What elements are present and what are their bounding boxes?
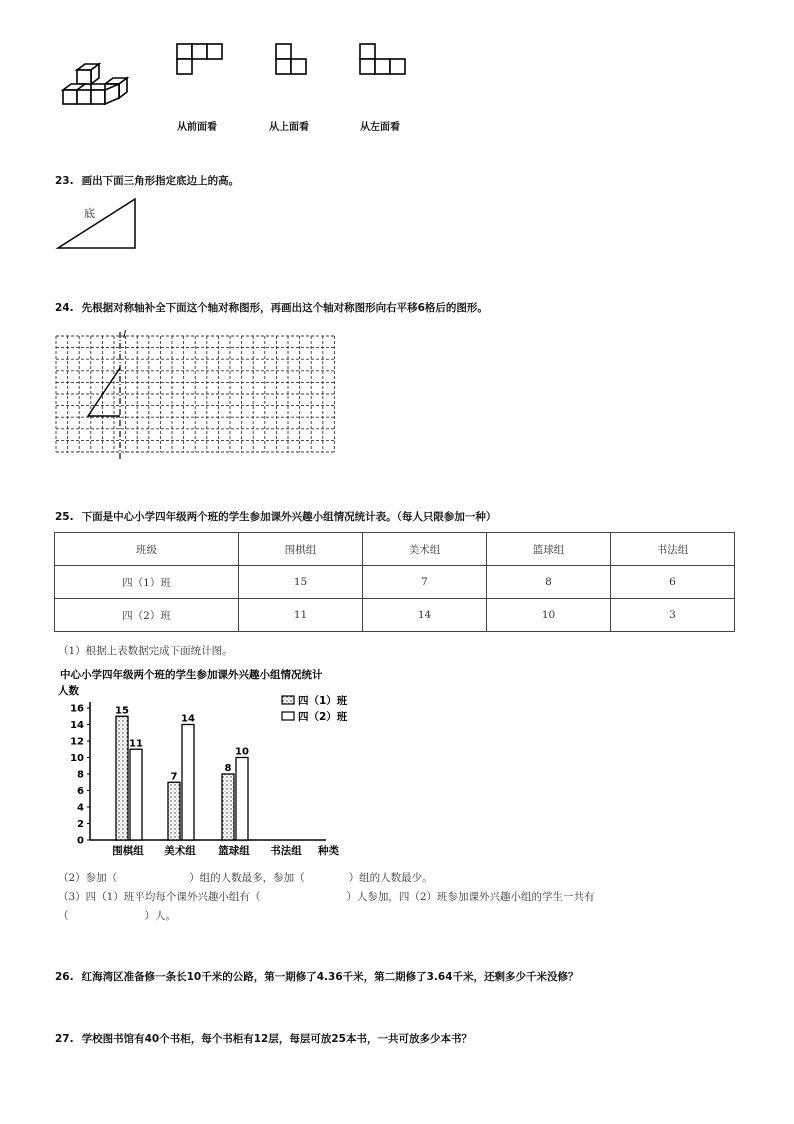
chart-title: 中心小学四年级两个班的学生参加课外兴趣小组情况统计	[60, 669, 323, 681]
table-cell: 7	[363, 566, 487, 599]
y-tick-label: 10	[70, 753, 84, 764]
question-26	[55, 969, 579, 984]
y-tick-label: 6	[77, 786, 84, 797]
symmetry-grid	[50, 328, 340, 460]
x-category-label: 围棋组	[112, 845, 144, 857]
table-cell: 10	[487, 599, 611, 632]
bar-chart	[50, 664, 360, 864]
part-2-text-a: （2）参加（	[58, 872, 118, 884]
question-23	[55, 173, 239, 188]
bar-data-label: 14	[181, 713, 195, 725]
table-header-row	[55, 533, 735, 566]
bar-data-label: 8	[224, 763, 232, 774]
table-cell: 15	[239, 566, 363, 599]
part-2-text-b: ）组的人数最多，参加（	[189, 872, 305, 884]
part-3-text-c: （	[58, 910, 69, 922]
view-label-front: 从前面看	[177, 122, 217, 133]
y-axis-label: 人数	[58, 685, 79, 697]
part-3-question-cont	[58, 908, 176, 923]
y-tick-label: 12	[70, 736, 84, 748]
view-label-top: 从上面看	[269, 122, 309, 133]
bar-class-2	[182, 725, 194, 841]
cube-stack-figure	[55, 62, 130, 114]
half-shape	[88, 368, 120, 416]
part-1-instruction: （1）根据上表数据完成下面统计图。	[58, 645, 233, 657]
table-header: 书法组	[611, 533, 735, 566]
part-3-text-a: （3）四（1）班平均每个课外兴趣小组有（	[58, 891, 261, 903]
legend-label: 四（2）班	[298, 711, 348, 723]
y-tick-label: 4	[77, 802, 84, 814]
bar-class-1	[168, 782, 180, 840]
question-text: 下面是中心小学四年级两个班的学生参加课外兴趣小组情况统计表。（每人只限参加一种）	[81, 511, 497, 523]
top-view-figure	[275, 42, 309, 76]
part-2-text-c: ）组的人数最少。	[348, 872, 433, 884]
table-cell: 11	[239, 599, 363, 632]
triangle-base-label: 底	[84, 207, 95, 220]
table-header: 美术组	[363, 533, 487, 566]
question-number: 26.	[55, 971, 74, 983]
question-text: 红海湾区准备修一条长10千米的公路，第一期修了4.36千米，第二期修了3.64千米，还剩多少千米没修？	[81, 971, 579, 983]
table-header: 围棋组	[239, 533, 363, 566]
legend-label: 四（1）班	[298, 695, 348, 707]
bar-class-2	[130, 749, 142, 840]
y-tick-label: 8	[77, 769, 84, 781]
question-27	[55, 1031, 472, 1046]
y-tick-label: 0	[77, 835, 84, 847]
table-row	[55, 599, 735, 632]
left-view-figure	[359, 42, 407, 76]
question-text: 先根据对称轴补全下面这个轴对称图形，再画出这个轴对称图形向右平移6格后的图形。	[81, 302, 488, 314]
y-tick-label: 16	[70, 703, 84, 715]
triangle-figure	[55, 195, 140, 251]
table-cell: 6	[611, 566, 735, 599]
table-cell: 8	[487, 566, 611, 599]
view-label-left: 从左面看	[360, 122, 400, 133]
x-category-label: 美术组	[164, 845, 196, 857]
table-row	[55, 566, 735, 599]
table-cell: 14	[363, 599, 487, 632]
question-text: 学校图书馆有40个书柜，每个书柜有12层，每层可放25本书，一共可放多少本书？	[81, 1033, 472, 1045]
table-cell: 四（1）班	[55, 566, 239, 599]
part-3-text-d: ）人。	[144, 910, 176, 922]
table-header: 班级	[55, 533, 239, 566]
axis-label: l	[123, 328, 127, 341]
table-cell: 四（2）班	[55, 599, 239, 632]
y-tick-label: 2	[77, 819, 84, 830]
question-24	[55, 300, 488, 315]
question-number: 25.	[55, 511, 74, 523]
question-number: 24.	[55, 302, 74, 314]
part-3-text-b: ）人参加，四（2）班参加课外兴趣小组的学生一共有	[346, 891, 595, 903]
question-number: 23.	[55, 175, 74, 187]
part-2-question	[58, 870, 433, 885]
bar-data-label: 10	[235, 746, 249, 758]
bar-data-label: 7	[170, 771, 178, 783]
bar-class-1	[116, 716, 128, 840]
legend-swatch	[282, 712, 294, 720]
bar-data-label: 15	[115, 705, 129, 717]
question-number: 27.	[55, 1033, 74, 1045]
table-header: 篮球组	[487, 533, 611, 566]
x-category-label: 书法组	[270, 845, 302, 857]
front-view-figure	[176, 42, 224, 76]
question-25	[55, 509, 496, 524]
x-category-label: 篮球组	[218, 845, 250, 857]
y-tick-label: 14	[70, 720, 84, 731]
stats-table	[54, 532, 735, 632]
part-3-question	[58, 889, 595, 904]
legend-swatch	[282, 696, 294, 704]
table-cell: 3	[611, 599, 735, 632]
bar-class-1	[222, 774, 234, 840]
question-text: 画出下面三角形指定底边上的高。	[81, 175, 240, 187]
bar-class-2	[236, 758, 248, 841]
x-axis-label: 种类	[318, 845, 339, 857]
bar-data-label: 11	[129, 738, 143, 750]
